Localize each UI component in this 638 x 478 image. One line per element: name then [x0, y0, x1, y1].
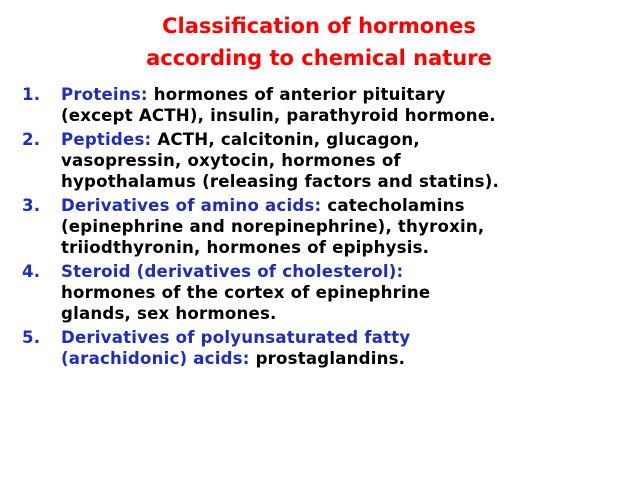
item-line: glands, sex hormones. — [61, 304, 277, 323]
item-number: 3. — [22, 196, 41, 215]
item-line: vasopressin, oxytocin, hormones of — [61, 151, 401, 170]
item-term: Derivatives of polyunsaturated fatty — [61, 328, 411, 347]
item-line: hormones of the cortex of epinephrine — [61, 283, 431, 302]
title-line-2: according to chemical nature — [146, 46, 492, 70]
item-term: Steroid (derivatives of cholesterol): — [61, 262, 404, 281]
list-item-proteins — [22, 84, 622, 126]
item-line — [61, 195, 622, 216]
item-text: catecholamins — [321, 196, 465, 215]
item-number: 4. — [22, 262, 41, 281]
item-text: prostaglandins. — [249, 349, 406, 368]
list-item-fatty-acid-derivatives — [22, 327, 622, 369]
list-item-peptides — [22, 129, 622, 192]
item-term: Peptides: — [61, 130, 152, 149]
item-line: (epinephrine and norepinephrine), thyroxin, — [61, 217, 485, 236]
slide-title — [0, 10, 638, 74]
title-line-1: Classification of hormones — [162, 14, 476, 38]
item-number: 5. — [22, 328, 41, 347]
item-line — [61, 84, 622, 105]
item-number: 1. — [22, 85, 41, 104]
item-line — [61, 129, 622, 150]
item-term: Derivatives of amino acids: — [61, 196, 322, 215]
item-text: ACTH, calcitonin, glucagon, — [151, 130, 420, 149]
list-item-steroids — [22, 261, 622, 324]
item-line — [61, 348, 622, 369]
item-text: hormones of anterior pituitary — [147, 85, 446, 104]
hormone-classification-list — [22, 84, 622, 372]
item-line: (except ACTH), insulin, parathyroid hormone. — [61, 106, 496, 125]
item-term: Proteins: — [61, 85, 148, 104]
item-line: triiodthyronin, hormones of epiphysis. — [61, 238, 430, 257]
item-line: hypothalamus (releasing factors and statins). — [61, 172, 499, 191]
list-item-amino-acid-derivatives — [22, 195, 622, 258]
item-line — [61, 261, 622, 282]
item-number: 2. — [22, 130, 41, 149]
item-term-continued: (arachidonic) acids: — [61, 349, 250, 368]
